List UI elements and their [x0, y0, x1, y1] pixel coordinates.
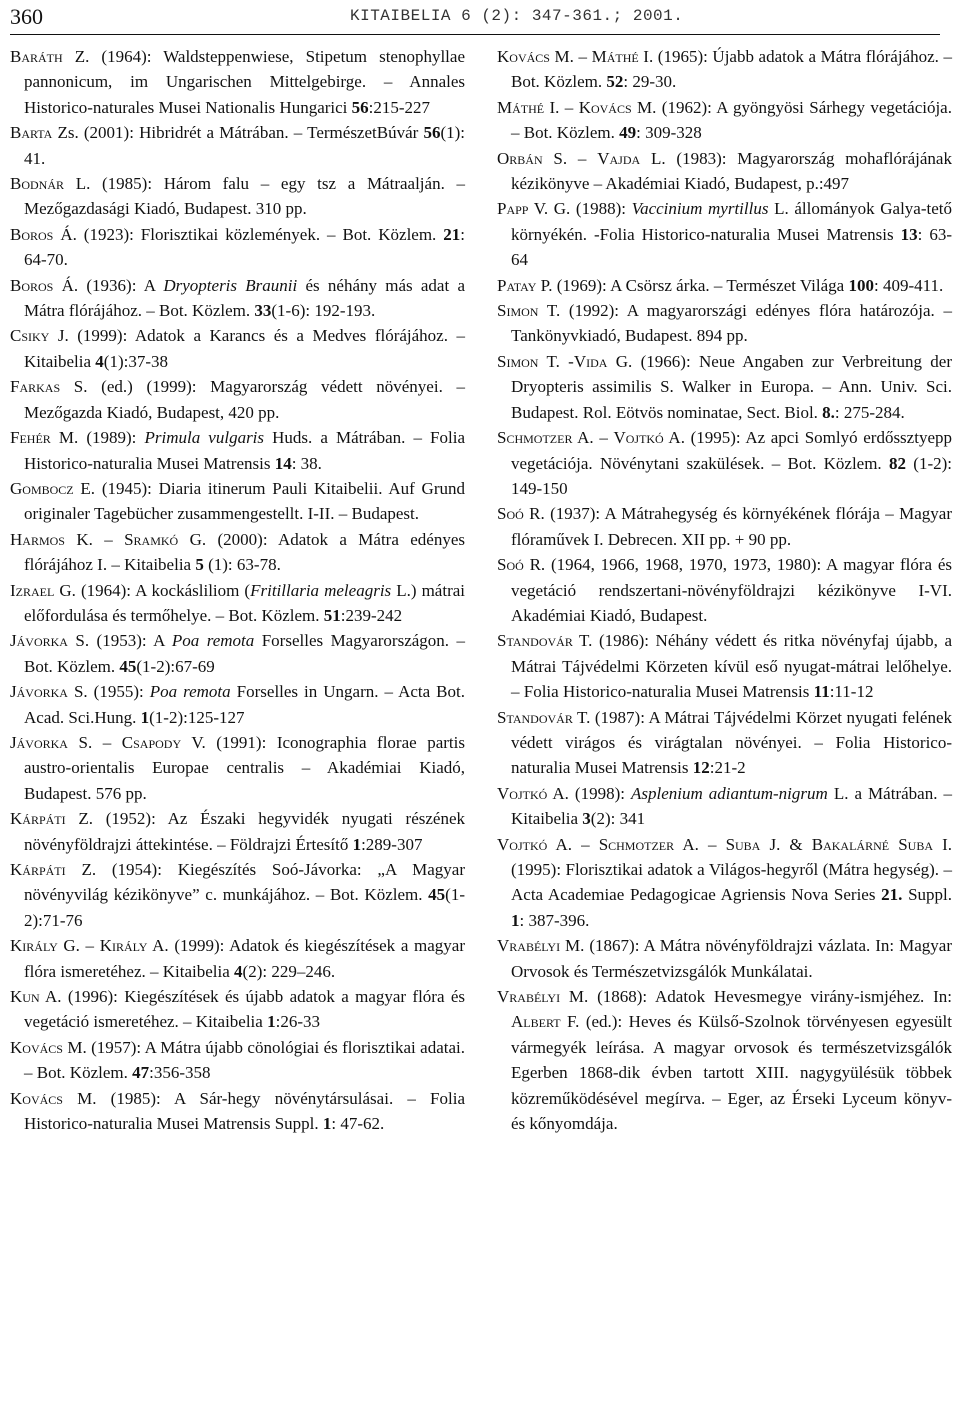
volume-number: 1	[352, 834, 362, 854]
reference-text: I. (1995): Florisztikai adatok a Világos-hegyről (Mátra hegység). – Acta Academiae Pedagogicae Agriensis Nova Series	[511, 834, 953, 905]
reference-text: S. –	[542, 148, 598, 168]
reference-entry	[10, 527, 465, 578]
author-name: Jávorka	[10, 682, 68, 702]
reference-entry	[10, 476, 465, 527]
volume-number: 12	[692, 758, 710, 778]
author-name: Sramkó	[124, 529, 179, 549]
reference-text: A. –	[547, 834, 599, 854]
references-left-column	[10, 44, 465, 1136]
author-name: Kovács	[10, 1037, 63, 1057]
reference-text: K. –	[64, 529, 125, 549]
reference-text: :21-2	[709, 758, 746, 778]
volume-number: 1	[511, 910, 520, 930]
reference-text: L. (1983): Magyarország mohaflórájának kézikönyve – Akadémiai Kiadó, Budapest, p.:497	[511, 148, 952, 194]
author-name: Jávorka	[10, 732, 68, 752]
reference-text: A. (1996): Kiegészítések és újabb adatok a magyar flóra és vegetáció ismeretéhez. – Kitaibelia	[24, 987, 465, 1032]
reference-entry	[10, 857, 465, 933]
reference-text: G. (2000): Adatok a Mátra edényes flórájához I. – Kitaibelia	[24, 529, 465, 575]
reference-text: M. (1868): Adatok Hevesmegye virány-ismjéhez. In:	[560, 987, 952, 1007]
reference-text: J. &	[760, 834, 812, 854]
reference-text: A. –	[572, 428, 614, 448]
reference-text: R. (1937): A Mátrahegység és környékének flórája – Magyar flóraművek I. Debrecen. XII pp. + 90 pp.	[511, 504, 952, 549]
reference-text: Z. (1964): Waldsteppenwiese, Stipetum stenophyllae pannonicum, im Ungarischen Mittelgebirge. – Annales Historico-naturales Musei Nationalis Hungarici	[24, 47, 465, 117]
author-name: Albert	[511, 1012, 561, 1032]
reference-text: I. (1965): Újabb adatok a Mátra flórájához. – Bot. Közlem.	[511, 47, 953, 92]
author-name: Fehér	[10, 428, 51, 448]
reference-text: M. (1957): A Mátra újabb cönológiai és florisztikai adatai. – Bot. Közlem.	[24, 1037, 465, 1083]
reference-entry	[497, 273, 952, 298]
reference-text: : 47-62.	[331, 1114, 385, 1134]
author-name: Király	[99, 936, 148, 956]
reference-text: S. (1955):	[67, 682, 150, 702]
reference-text: G. –	[57, 936, 100, 956]
reference-text: R. (1964, 1966, 1968, 1970, 1973, 1980): A magyar flóra és vegetáció rendszertani-növényföldrajzi kézikönyve I-VI. Akadémiai Kiadó, Budapest.	[511, 555, 952, 625]
reference-entry	[497, 832, 952, 934]
reference-text: G. (1966): Neue Angaben zur Verbreitung der Dryopteris assimilis S. Walker in Europa. – Ann. Univ. Sci. Budapest. Rol. Eötvös nominatae, Sect. Biol.	[511, 351, 952, 422]
volume-number: 1	[267, 1012, 276, 1032]
reference-text: T. (1986): Néhány védett és ritka növényfaj újabb, a Mátrai Tájvédelmi Körzeten kívül eső nyugat-mátrai lelőhelye. – Folia Historico-naturalia Musei Matrensis	[511, 631, 952, 702]
references-right-column	[497, 44, 952, 1136]
reference-text: :215-227	[368, 97, 431, 117]
reference-entry	[497, 501, 952, 552]
reference-entry	[497, 552, 952, 628]
volume-number: 49	[619, 123, 637, 143]
author-name: Suba	[725, 834, 761, 854]
reference-text: :11-12	[829, 682, 874, 702]
page-header	[10, 0, 940, 36]
reference-entry	[497, 781, 952, 832]
volume-number: 1	[140, 707, 150, 727]
author-name: Schmotzer	[497, 428, 573, 448]
reference-text: J. (1999): Adatok a Karancs és a Medves flórájához. – Kitaibelia	[24, 326, 465, 371]
reference-text: Z. (1954): Kiegészítés Soó-Jávorka: „A Magyar növényvilág kézikönyve” c. munkájához. – Bot. Közlem.	[24, 860, 465, 905]
volume-number: 51	[323, 605, 341, 625]
author-name: Soó	[497, 555, 524, 575]
reference-text: (1-2):125-127	[149, 707, 245, 727]
author-name: Simon	[497, 301, 539, 321]
reference-text: Forselles Magyarországon. – Bot. Közlem.	[24, 631, 465, 676]
author-name: Gombocz	[10, 478, 74, 498]
volume-number: 4	[234, 961, 243, 981]
reference-text: : 63-64	[511, 224, 952, 270]
reference-text: M. (1962): A gyöngyösi Sárhegy vegetációja. – Bot. Közlem.	[511, 97, 952, 143]
reference-entry	[10, 171, 465, 222]
reference-text: A. (1995): Az apci Somlyó erdőssztyepp vegetációja. Növénytani szakülések. – Bot. Közlem.	[511, 428, 952, 473]
author-name: Vrabélyi	[497, 936, 561, 956]
reference-text: :289-307	[361, 834, 423, 854]
reference-text: : 38.	[291, 453, 322, 473]
reference-text: V. (1991): Iconographia florae partis austro-orientalis Europae centralis – Akadémiai Kiadó, Budapest. 576 pp.	[24, 732, 465, 803]
author-name: Kovács	[10, 1088, 63, 1108]
reference-text: M. (1867): A Mátra növényföldrajzi vázlata. In: Magyar Orvosok és Természetvizsgálók Munkálatai.	[511, 936, 952, 981]
reference-text: : 64-70.	[24, 224, 465, 270]
author-name: Harmos	[10, 529, 65, 549]
author-name: Kovács	[578, 97, 632, 117]
reference-entry	[10, 425, 465, 476]
reference-entry	[10, 1086, 465, 1137]
reference-text: A. (1998):	[547, 783, 631, 803]
reference-entry	[10, 628, 465, 679]
reference-text: (1-2):71-76	[24, 885, 465, 930]
author-name: Orbán	[497, 148, 543, 168]
taxon-name: Dryopteris Braunii	[163, 275, 298, 295]
reference-text: L. (1985): Három falu – egy tsz a Mátraalján. – Mezőgazdasági Kiadó, Budapest. 310 pp.	[24, 174, 465, 219]
reference-text: (2): 341	[590, 809, 646, 829]
reference-text: :356-358	[149, 1063, 211, 1083]
author-name: Standovár	[497, 631, 573, 651]
author-name: Kárpáti	[10, 809, 66, 829]
volume-number: 100	[848, 275, 874, 295]
author-name: Jávorka	[10, 631, 68, 651]
volume-number: 3	[582, 809, 591, 829]
reference-text: L. a Mátrában. – Kitaibelia	[511, 783, 952, 829]
taxon-name: Fritillaria meleagris	[250, 580, 392, 600]
author-name: Vojtkó	[613, 428, 664, 448]
reference-text: A. (1999): Adatok és kiegészítések a magyar flóra ismeretéhez. – Kitaibelia	[24, 936, 465, 981]
reference-entry	[10, 1035, 465, 1086]
reference-text: L.) mátrai előfordulása és termőhelye. – Bot. Közlem.	[24, 580, 465, 625]
reference-entry	[497, 44, 952, 95]
page-number: 360	[10, 4, 43, 29]
reference-text: V. G. (1988):	[528, 199, 632, 219]
reference-text: E. (1945): Diaria itinerum Pauli Kitaibelii. Auf Grund originaler Tagebücher zusammengestellt. I-II. – Budapest.	[24, 478, 465, 524]
author-name: Patay	[497, 275, 537, 295]
reference-entry	[10, 374, 465, 425]
reference-text: T. (1987): A Mátrai Tájvédelmi Körzet nyugati felének védett virágos és virágtalan növényei. – Folia Historico-naturalia Musei Matrensis	[511, 707, 952, 778]
reference-entry	[10, 120, 465, 171]
author-name: Kárpáti	[10, 860, 66, 879]
author-name: Schmotzer	[598, 834, 675, 854]
reference-text: : 275-284.	[834, 402, 905, 422]
reference-entry	[10, 933, 465, 984]
reference-text: :239-242	[340, 605, 403, 625]
reference-text: (1): 63-78.	[203, 555, 281, 575]
author-name: Boros	[10, 224, 54, 244]
taxon-name: Asplenium adiantum-nigrum	[631, 783, 828, 803]
reference-text: (1):37-38	[103, 351, 168, 371]
volume-number: 56	[351, 97, 369, 117]
author-name: Kun	[10, 987, 40, 1007]
reference-entry	[497, 349, 952, 425]
author-name: Vojtkó	[497, 834, 548, 854]
author-name: Simon	[497, 351, 539, 371]
reference-text: T. (1992): A magyarországi edényes flóra határozója. – Tankönyvkiadó, Budapest. 894 pp.	[511, 301, 952, 346]
reference-text: M. –	[549, 47, 592, 66]
taxon-name: Primula vulgaris	[144, 428, 265, 448]
reference-entry	[497, 196, 952, 272]
author-name: Standovár	[497, 707, 573, 727]
reference-entry	[497, 628, 952, 704]
reference-text: Zs. (2001): Hibridrét a Mátrában. – TermészetBúvár	[52, 123, 424, 143]
running-head: KITAIBELIA 6 (2): 347-361.; 2001.	[350, 7, 684, 25]
reference-entry	[10, 273, 465, 324]
reference-text: (1-2):67-69	[136, 656, 215, 676]
author-name: Barta	[10, 123, 53, 143]
author-name: Csiky	[10, 326, 50, 346]
author-name: Bakalárné Suba	[811, 834, 933, 854]
volume-number: 52	[606, 72, 624, 92]
reference-entry	[497, 146, 952, 197]
reference-text: Z. (1952): Az Északi hegyvidék nyugati részének növényföldrajzi áttekintése. – Földrajzi Értesítő	[24, 809, 465, 854]
author-name: Vrabélyi	[497, 987, 561, 1007]
volume-number: 14	[274, 453, 292, 473]
reference-text: : 29-30.	[623, 72, 677, 92]
reference-text: I. –	[544, 97, 579, 117]
reference-entry	[10, 984, 465, 1035]
author-name: Boros	[10, 275, 54, 295]
reference-text: (2): 229–246.	[242, 961, 336, 981]
author-name: Papp	[497, 199, 529, 219]
author-name: Baráth	[10, 47, 63, 66]
volume-number: 21	[443, 224, 461, 244]
reference-text: (1): 41.	[24, 123, 465, 168]
reference-text: S. (ed.) (1999): Magyarország védett növényei. – Mezőgazda Kiadó, Budapest, 420 pp.	[24, 377, 465, 422]
reference-text: : 387-396.	[519, 910, 590, 930]
reference-text: : 409-411.	[873, 275, 944, 295]
reference-text: G. (1964): A kockásliliom (	[54, 580, 251, 600]
author-name: Máthé	[497, 97, 545, 117]
reference-entry	[10, 222, 465, 273]
reference-text: A. –	[674, 834, 726, 854]
taxon-name: Vaccinium myrtillus	[631, 199, 769, 219]
volume-number: 8.	[822, 402, 835, 422]
author-name: Farkas	[10, 377, 61, 397]
reference-entry	[497, 298, 952, 349]
taxon-name: Poa remota	[149, 682, 231, 702]
reference-text: L. állományok Galya-tető környékén. -Folia Historico-naturalia Musei Matrensis	[511, 199, 952, 244]
reference-text: (1-6): 192-193.	[271, 301, 376, 321]
reference-text: T. -	[538, 351, 574, 371]
volume-number: 45	[119, 656, 137, 676]
reference-entry	[10, 730, 465, 806]
volume-number: 33	[254, 301, 272, 321]
author-name: Izrael	[10, 580, 55, 600]
reference-text: M. (1985): A Sár-hegy növénytársulásai. – Folia Historico-naturalia Musei Matrensis Suppl.	[24, 1088, 465, 1134]
taxon-name: Poa remota	[171, 631, 255, 651]
reference-entry	[497, 933, 952, 984]
volume-number: 21.	[881, 885, 903, 905]
volume-number: 45	[428, 885, 446, 905]
author-name: Király	[10, 936, 58, 956]
reference-entry	[10, 578, 465, 629]
reference-text: Huds. a Mátrában. – Folia Historico-naturalia Musei Matrensis	[24, 428, 465, 473]
reference-entry	[10, 44, 465, 120]
reference-entry	[497, 95, 952, 146]
header-rule	[10, 34, 940, 35]
author-name: Vojtkó	[497, 783, 548, 803]
author-name: Soó	[497, 504, 524, 524]
author-name: Vajda	[597, 148, 641, 168]
reference-text: Forselles in Ungarn. – Acta Bot. Acad. Sci.Hung.	[24, 682, 465, 727]
author-name: Vida	[573, 351, 608, 371]
reference-entry	[10, 323, 465, 374]
reference-entry	[497, 984, 952, 1136]
reference-entry	[10, 679, 465, 730]
reference-entry	[497, 425, 952, 501]
reference-entry	[497, 705, 952, 781]
author-name: Máthé	[591, 47, 639, 66]
author-name: Kovács	[497, 47, 550, 66]
author-name: Csapody	[121, 732, 182, 752]
volume-number: 82	[888, 453, 906, 473]
reference-text: Suppl.	[902, 885, 952, 905]
reference-text: (1-2): 149-150	[511, 453, 952, 498]
author-name: Bodnár	[10, 174, 65, 194]
reference-text: :26-33	[275, 1012, 320, 1032]
reference-text: S. (1953): A	[67, 631, 172, 651]
reference-text: : 309-328	[636, 123, 702, 143]
reference-text: P. (1969): A Csörsz árka. – Természet Világa	[536, 275, 849, 295]
volume-number: 13	[900, 224, 918, 244]
volume-number: 1	[322, 1114, 332, 1134]
reference-text: Á. (1936): A	[53, 275, 164, 295]
reference-text: S. –	[67, 732, 122, 752]
volume-number: 4	[95, 351, 104, 371]
reference-text: és néhány más adat a Mátra flórájához. – Bot. Közlem.	[24, 275, 466, 321]
volume-number: 11	[813, 682, 830, 702]
reference-text: F. (ed.): Heves és Külső-Szolnok törvényesen egyesült vármegyék leírása. A magyar orvosok és természetvizsgálók Egerben 1868-dik évben tartott XIII. nagygyülésük többek közreműködésével megírva. – Eger, az Érseki Lyceum könyv- és kőnyomdája.	[511, 1012, 952, 1134]
volume-number: 47	[132, 1063, 150, 1083]
volume-number: 56	[423, 123, 441, 143]
reference-entry	[10, 806, 465, 857]
reference-text: M. (1989):	[50, 428, 145, 448]
volume-number: 5	[195, 555, 204, 575]
reference-text: Á. (1923): Florisztikai közlemények. – Bot. Közlem.	[53, 224, 444, 244]
